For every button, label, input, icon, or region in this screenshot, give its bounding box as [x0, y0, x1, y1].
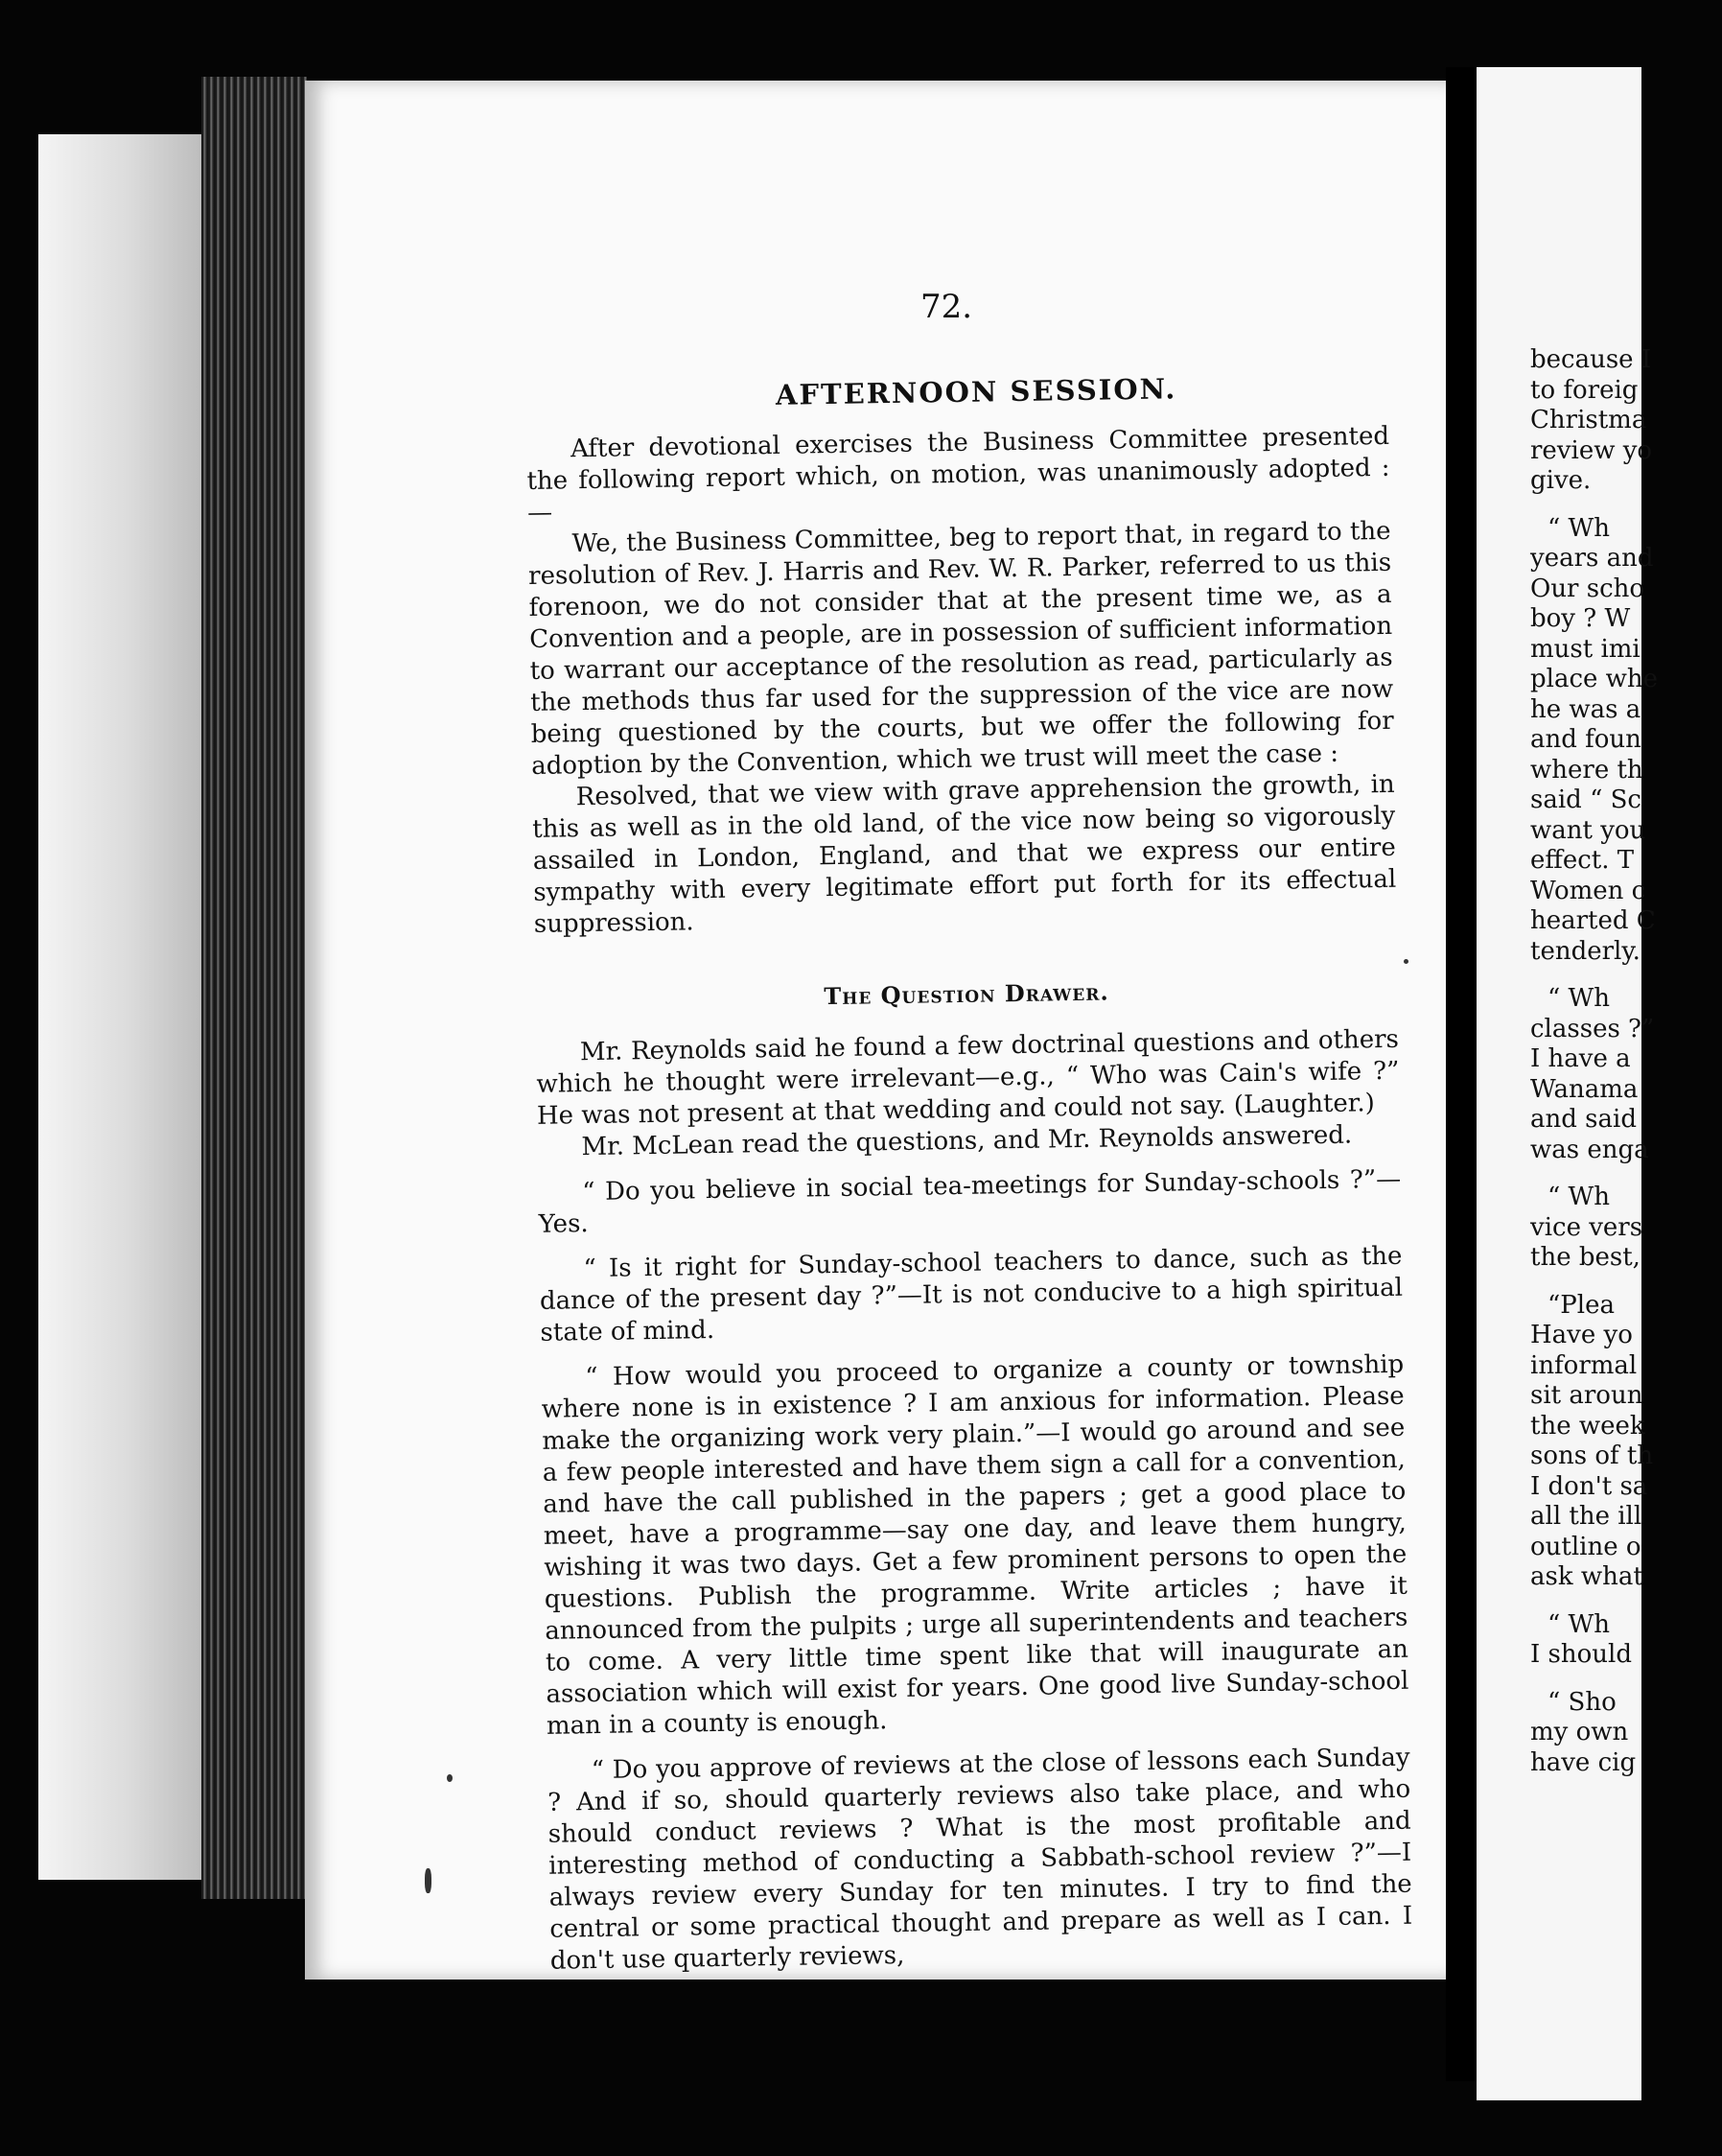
- right-page: [1477, 67, 1659, 2100]
- ink-speck: [1404, 959, 1408, 964]
- right-line: effect. T: [1530, 846, 1635, 875]
- right-line: review yo: [1530, 435, 1653, 465]
- right-line: “ Wh: [1547, 1609, 1611, 1639]
- right-line: tenderly.: [1530, 936, 1641, 966]
- right-line: and foun: [1530, 725, 1641, 754]
- book-fore-edge: [38, 134, 201, 1880]
- question-drawer-heading: The Question Drawer.: [824, 977, 1109, 1011]
- right-line: where th: [1530, 755, 1643, 785]
- right-line: my own: [1530, 1718, 1629, 1746]
- right-line: have cig: [1530, 1747, 1637, 1777]
- right-line: all the ill: [1530, 1502, 1642, 1531]
- resolution-paragraph: Resolved, that we view with grave apprehension the growth, in this as well as in the old land, of the vice now being so vigorously assailed in London, England, and that we express our entire sympathy with every legitimate effort put forth for its effectual suppression.: [532, 769, 1397, 939]
- right-line: “ Wh: [1547, 984, 1611, 1013]
- intro-paragraph: After devotional exercises the Business Committee presented the following report which, on motion, was unanimously adopted :—: [526, 421, 1390, 527]
- right-line: place whe: [1530, 665, 1659, 693]
- right-line: classes ?”: [1530, 1014, 1655, 1043]
- ink-speck: [447, 1774, 453, 1782]
- book-gutter: [1446, 67, 1477, 2081]
- right-line: must imi: [1530, 634, 1641, 664]
- right-line: the best,: [1530, 1243, 1641, 1272]
- right-line: “Plea: [1547, 1290, 1615, 1320]
- right-line: Our scho: [1530, 574, 1645, 603]
- right-line: “ Sho: [1547, 1687, 1617, 1717]
- right-line: I should: [1530, 1640, 1632, 1669]
- right-line: I have a: [1530, 1044, 1631, 1073]
- committee-report-paragraph: We, the Business Committee, beg to report that, in regard to the resolution of Rev. J. Harris and Rev. W. R. Parker, referred to us this forenoon, we do not consider that at the present time we, as a Convention and a people, are in possession of sufficient information to warrant our acceptance of the resolution as read, particularly as the methods thus far used for the suppression of the vice are now being questioned by the courts, but we offer the following for adoption by the Convention, which we trust will meet the case :: [527, 516, 1394, 781]
- question-paragraph: Mr. McLean read the questions, and Mr. Reynolds answered.: [581, 1120, 1353, 1162]
- right-line: ask what: [1530, 1562, 1643, 1591]
- right-line: vice vers: [1530, 1212, 1643, 1242]
- right-line: the week: [1530, 1411, 1645, 1441]
- question-paragraph: “ Is it right for Sunday-school teachers to dance, such as the dance of the present day ?”—It is not conducive to a high spiritual state of mind.: [539, 1241, 1404, 1348]
- right-line: I don't sa: [1530, 1471, 1648, 1501]
- right-line: boy ? W: [1530, 604, 1631, 633]
- right-line: Christma: [1530, 406, 1647, 434]
- question-paragraph: Mr. Reynolds said he found a few doctrinal questions and others which he thought were irrelevant—e.g., “ Who was Cain's wife ?” He was not present at that wedding and could not say. (Laughter.): [536, 1024, 1400, 1131]
- right-line: give.: [1530, 466, 1592, 495]
- afternoon-session-heading: AFTERNOON SESSION.: [775, 372, 1177, 411]
- right-line: Wanama: [1530, 1074, 1639, 1104]
- right-line: because I: [1530, 345, 1652, 374]
- page-stack-edges: [201, 77, 307, 1899]
- right-line: “ Wh: [1547, 1183, 1611, 1211]
- right-line: and said: [1530, 1105, 1637, 1134]
- right-line: to foreig: [1530, 375, 1639, 405]
- right-line: he was a: [1530, 694, 1641, 724]
- right-line: hearted C: [1530, 906, 1656, 935]
- right-line: “ Wh: [1547, 513, 1611, 543]
- right-line: sons of th: [1530, 1441, 1654, 1470]
- question-paragraph: “ Do you believe in social tea-meetings for Sunday-schools ?”—Yes.: [538, 1164, 1402, 1239]
- right-line: want you: [1530, 815, 1646, 845]
- right-line: Have yo: [1530, 1321, 1633, 1349]
- right-line: was enga: [1530, 1135, 1649, 1164]
- right-line: outline o: [1530, 1532, 1641, 1561]
- question-paragraph: “ How would you proceed to organize a county or township where none is in existence ? I am anxious for information. Please make the organizing work very plain.”—I would go around and see a few people interested and have them sign a call for a convention, and have the call published in the papers ; get a good place to meet, have a programme—say one day, and leave them hungry, wishing it was two days. Get a few prominent persons to open the questions. Publish the programme. Write articles ; have it announced from the pulpits ; urge all superintendents and teachers to come. A very little time spent like that will inaugurate an association which will exist for years. One good live Sunday-school man in a county is enough.: [541, 1349, 1409, 1741]
- right-line: years and: [1530, 544, 1654, 573]
- left-page-text: [525, 370, 1413, 1978]
- right-line: said “ Sc: [1530, 785, 1641, 814]
- ink-speck: [425, 1868, 431, 1893]
- right-line: informal: [1530, 1350, 1638, 1380]
- right-page-text: [1530, 345, 1722, 1778]
- right-line: Women c: [1530, 876, 1646, 905]
- page-number: 72.: [920, 288, 973, 326]
- right-line: sit aroun: [1530, 1381, 1643, 1410]
- question-paragraph: “ Do you approve of reviews at the close of lessons each Sunday ? And if so, should quarterly reviews also take place, and who should conduct reviews ? What is the most profitable and interesting method of conducting a Sabbath-school review ?”—I always review every Sunday for ten minutes. I try to find the central or some practical thought and prepare as well as I can. I don't use quarterly reviews,: [547, 1743, 1413, 1976]
